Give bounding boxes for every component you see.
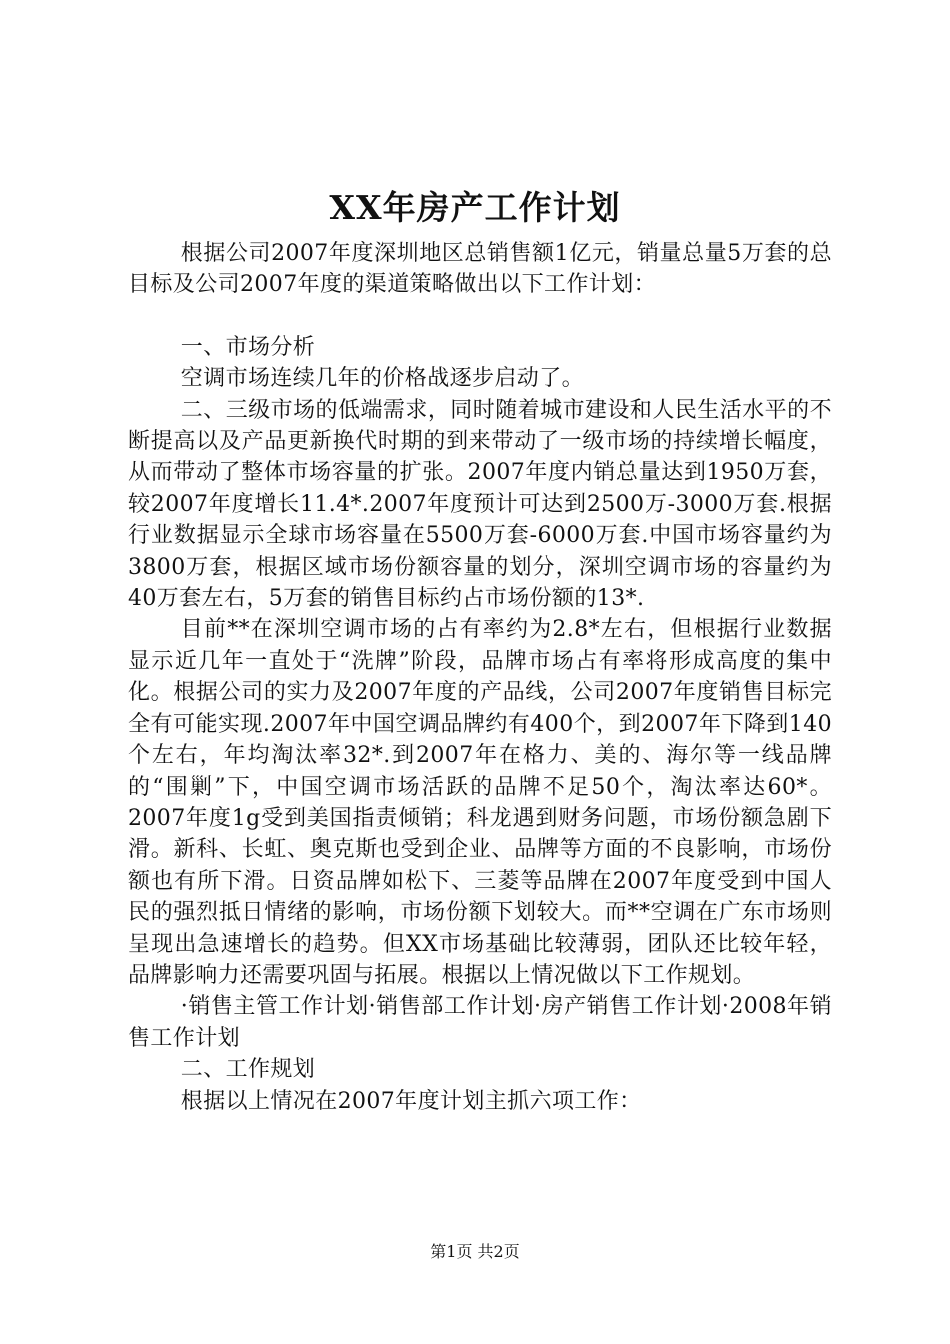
- document-body: [128, 238, 832, 1117]
- intro-paragraph: 根据公司2007年度深圳地区总销售额1亿元，销量总量5万套的总目标及公司2007年度的渠道策略做出以下工作计划：: [128, 241, 832, 298]
- document-title: XX年房产工作计划: [329, 188, 621, 227]
- section-heading-market-analysis: 一、市场分析: [180, 334, 316, 360]
- section-heading-work-plan: 二、工作规划: [180, 1057, 316, 1083]
- paragraph-market-demand: 二、三级市场的低端需求，同时随着城市建设和人民生活水平的不断提高以及产品更新换代时期的到来带动了一级市场的持续增长幅度，从而带动了整体市场容量的扩张。2007年度内销总量达到1950万套，较2007年度增长11.4*.2007年度预计可达到2500万-3000万套.根据行业数据显示全球市场容量在5500万套-6000万套.中国市场容量约为3800万套，根据区域市场份额容量的划分，深圳空调市场的容量约为40万套左右，5万套的销售目标约占市场份额的13*.: [128, 397, 832, 612]
- paragraph-six-tasks: 根据以上情况在2007年度计划主抓六项工作：: [180, 1088, 642, 1114]
- paragraph-price-war: 空调市场连续几年的价格战逐步启动了。: [180, 366, 584, 392]
- related-links: ·销售主管工作计划·销售部工作计划·房产销售工作计划·2008年销售工作计划: [128, 994, 832, 1051]
- paragraph-market-share: 目前**在深圳空调市场的占有率约为2.8*左右，但根据行业数据显示近几年一直处于“洗牌”阶段，品牌市场占有率将形成高度的集中化。根据公司的实力及2007年度的产品线，公司2007年度销售目标完全有可能实现.2007年中国空调品牌约有400个，到2007年下降到140个左右，年均淘汰率32*.到2007年在格力、美的、海尔等一线品牌的“围剿”下，中国空调市场活跃的品牌不足50个，淘汰率达60*。2007年度1g受到美国指责倾销；科龙遇到财务问题，市场份额急剧下滑。新科、长虹、奥克斯也受到企业、品牌等方面的不良影响，市场份额也有所下滑。日资品牌如松下、三菱等品牌在2007年度受到中国人民的强烈抵日情绪的影响，市场份额下划较大。而**空调在广东市场则呈现出急速增长的趋势。但XX市场基础比较薄弱，团队还比较年轻，品牌影响力还需要巩固与拓展。根据以上情况做以下工作规划。: [128, 617, 832, 988]
- page-number-footer: 第1页 共2页: [430, 1242, 520, 1261]
